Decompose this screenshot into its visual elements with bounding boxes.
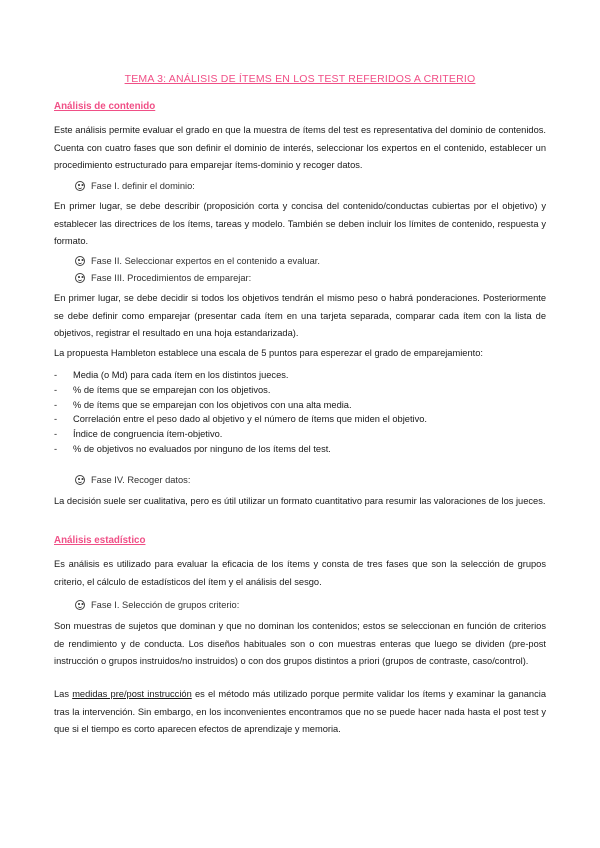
paragraph-intro: Este análisis permite evaluar el grado en que la muestra de ítems del test es representativa del dominio de contenidos. Cuenta con cuatro fases que son definir el dominio de interés, seleccionar los expertos en el contenido, establecer un procedimiento estructurado para emparejar ítems-dominio y recoger datos. — [54, 125, 546, 170]
section-heading-content-analysis: Análisis de contenido — [54, 101, 156, 112]
smiley-icon — [75, 600, 85, 610]
smiley-icon — [75, 475, 85, 485]
paragraph-phase-3: En primer lugar, se debe decidir si todos los objetivos tendrán el mismo peso o habrá ponderaciones. Posteriormente se debe definir como emparejar (presentar cada ítem en una tarjeta separada, comparar cada ítem con la lista de objetivos, registrar el resultado en una hoja estandarizada). — [54, 293, 546, 338]
section-heading-statistical-analysis: Análisis estadístico — [54, 535, 146, 546]
page-title: TEMA 3: ANÁLISIS DE ÍTEMS EN LOS TEST REFERIDOS A CRITERIO — [124, 73, 476, 85]
list-item: - % de ítems que se emparejan con los objetivos. — [54, 383, 427, 398]
smiley-icon — [75, 273, 85, 283]
underlined-term: medidas pre/post instrucción — [72, 689, 192, 699]
phase-4-heading: Fase IV. Recoger datos: — [75, 473, 190, 487]
phase-1-heading: Fase I. definir el dominio: — [75, 179, 195, 193]
list-item: - Índice de congruencia ítem-objetivo. — [54, 427, 427, 442]
paragraph-statistical-intro: Es análisis es utilizado para evaluar la eficacia de los ítems y consta de tres fases que son la selección de grupos criterio, el cálculo de estadísticos del ítem y el análisis del sesgo. — [54, 559, 546, 587]
phase-1-criterion-heading: Fase I. Selección de grupos criterio: — [75, 598, 239, 612]
paragraph-phase-1: En primer lugar, se debe describir (proposición corta y concisa del contenido/conductas cubiertas por el objetivo) y establecer las directrices de los ítems, tareas y modelo. También se deben incluir los límites de contenido, respuesta y formato. — [54, 201, 546, 246]
list-item: - % de objetivos no evaluados por ninguno de los ítems del test. — [54, 442, 427, 457]
phase-2-heading: Fase II. Seleccionar expertos en el contenido a evaluar. — [75, 254, 320, 268]
paragraph-pre-post: Las medidas pre/post instrucción es el método más utilizado porque permite validar los ítems y examinar la ganancia tras la intervención. Sin embargo, en los inconvenientes encontramos que no se puede hacer nada hasta el post test y que si el tiempo es corto aparecen efectos de aprendizaje y memoria. — [54, 689, 546, 734]
smiley-icon — [75, 256, 85, 266]
paragraph-hambleton: La propuesta Hambleton establece una escala de 5 puntos para esperezar el grado de emparejamiento: — [54, 348, 483, 358]
criteria-list — [54, 368, 427, 457]
list-item: - % de ítems que se emparejan con los objetivos con una alta media. — [54, 398, 427, 413]
list-item: - Media (o Md) para cada ítem en los distintos jueces. — [54, 368, 427, 383]
paragraph-phase-4: La decisión suele ser cualitativa, pero es útil utilizar un formato cuantitativo para resumir las valoraciones de los jueces. — [54, 496, 546, 506]
smiley-icon — [75, 181, 85, 191]
phase-3-heading: Fase III. Procedimientos de emparejar: — [75, 271, 251, 285]
paragraph-criterion-groups: Son muestras de sujetos que dominan y que no dominan los contenidos; estos se seleccionan en función de criterios de rendimiento y de conducta. Los diseños habituales son o con muestras enteras que luego se dividen (pre-post instrucción o grupos instruidos/no instruidos) o con dos grupos distintos a priori (grupos de contraste, caso/control). — [54, 621, 546, 666]
list-item: - Correlación entre el peso dado al objetivo y el número de ítems que miden el objetivo. — [54, 412, 427, 427]
